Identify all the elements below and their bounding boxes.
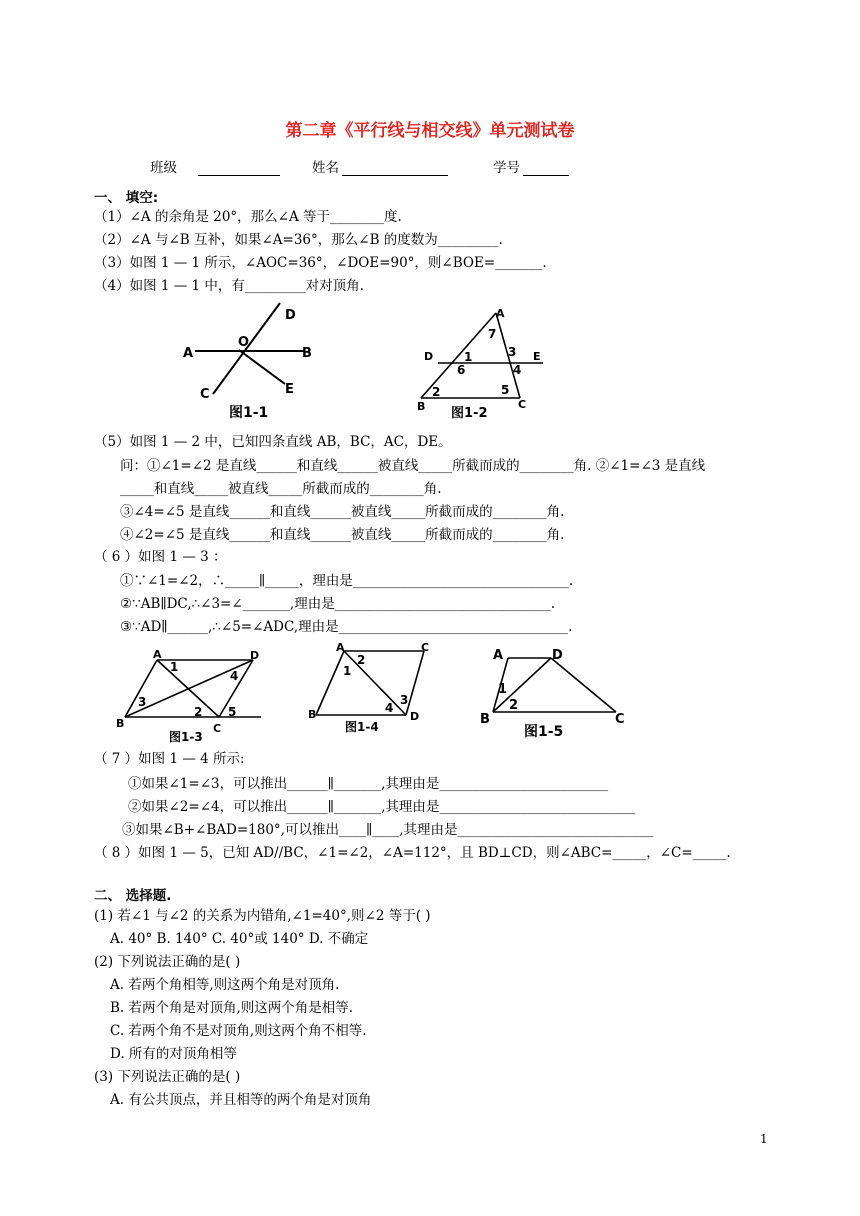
angle-label: 4 [385, 701, 394, 715]
question-line: （ 6 ）如图 1 — 3 ： [94, 549, 227, 565]
class-label: 班级 [150, 160, 177, 176]
angle-label: 3 [400, 693, 409, 707]
option-line: C. 若两个角不是对顶角,则这两个角不相等. [110, 1023, 367, 1039]
line-ac [157, 660, 219, 717]
number-label: 学号 [493, 160, 520, 176]
label-a: A [153, 648, 162, 661]
figure-caption: 图1-1 [229, 405, 269, 421]
option-line: A. 若两个角相等,则这两个角是对顶角. [110, 977, 340, 993]
label-d: D [285, 308, 296, 323]
question-line: ①∵∠1=∠2，∴_____∥_____，理由是________________________________. [120, 573, 574, 589]
angle-label: 1 [343, 664, 352, 678]
line-ab [316, 651, 344, 715]
label-e: E [285, 382, 294, 397]
figure-caption: 图1-4 [345, 720, 379, 734]
line-cd [406, 651, 424, 715]
angle-label: 2 [357, 653, 366, 667]
name-label: 姓名 [312, 160, 339, 176]
class-blank [198, 175, 280, 176]
angle-label: 2 [432, 385, 441, 399]
label-d: D [552, 648, 563, 663]
label-c: C [518, 398, 527, 411]
angle-label: 1 [170, 660, 179, 674]
angle-label: 4 [513, 363, 522, 377]
angle-label: 5 [501, 383, 510, 397]
figure-1-1 [175, 300, 325, 425]
label-b: B [302, 346, 312, 361]
label-a: A [493, 648, 504, 663]
question-line: （ 8 ）如图 1 — 5，已知 AD//BC，∠1=∠2，∠A=112°，且 BD⊥CD，则∠ABC=_____，∠C=_____. [94, 845, 731, 861]
question-line: ③如果∠B+∠BAD=180°,可以推出____∥____,其理由是_____________________________ [122, 822, 654, 838]
question-line: ③∠4=∠5 是直线______和直线______被直线_____所截而成的________角. [120, 504, 565, 520]
angle-label: 3 [138, 695, 147, 709]
figure-caption: 图1-2 [451, 406, 488, 421]
label-c: C [213, 722, 222, 735]
label-c: C [421, 641, 430, 654]
question-line: ③∵AD∥______,∴∠5=∠ADC,理由是__________________________________. [120, 619, 573, 635]
label-d: D [250, 649, 260, 662]
option-line: A. 有公共顶点，并且相等的两个角是对顶角 [110, 1092, 372, 1108]
angle-label: 1 [464, 350, 473, 364]
label-b: B [417, 400, 426, 413]
angle-label: 7 [488, 327, 497, 341]
label-b: B [480, 712, 490, 727]
question-line: （2）∠A 与∠B 互补，如果∠A=36°，那么∠B 的度数为_________. [94, 232, 503, 248]
line-dc [551, 658, 616, 712]
question-line: ②如果∠2=∠4，可以推出______∥_______,其理由是_____________________________ [128, 799, 636, 815]
angle-label: 1 [498, 682, 508, 697]
label-e: E [533, 350, 541, 363]
question-line: ④∠2=∠5 是直线______和直线______被直线_____所截而成的________角. [120, 527, 565, 543]
line-ad [344, 651, 409, 715]
option-line: B. 若两个角是对顶角,则这两个角是相等. [110, 1000, 354, 1016]
figure-caption: 图1-5 [524, 724, 564, 740]
label-b: B [116, 717, 125, 730]
question-line: （5）如图 1 — 2 中，已知四条直线 AB，BC，AC，DE。 [94, 434, 452, 450]
question-line: (3) 下列说法正确的是( ) [94, 1069, 241, 1085]
question-line: （4）如图 1 — 1 中，有_________对对顶角. [94, 278, 364, 294]
section2-heading: 二、 选择题. [94, 888, 172, 904]
question-line: （1）∠A 的余角是 20°，那么∠A 等于________度. [94, 209, 402, 225]
page-title: 第二章《平行线与相交线》单元测试卷 [285, 121, 575, 141]
question-line: （ 7 ）如图 1 — 4 所示: [94, 751, 245, 767]
figure-1-4 [306, 637, 436, 741]
question-line: (1) 若∠1 与∠2 的关系为内错角,∠1=40°,则∠2 等于( ) [94, 908, 431, 924]
question-line: (2) 下列说法正确的是( ) [94, 954, 241, 970]
number-blank [523, 175, 569, 176]
question-line: _____和直线_____被直线_____所截而成的________角. [120, 481, 442, 497]
section1-heading: 一、 填空: [94, 190, 159, 206]
label-a: A [496, 307, 505, 320]
label-a: A [183, 346, 194, 361]
page-number: 1 [760, 1132, 768, 1146]
figure-1-5 [476, 641, 632, 741]
angle-label: 6 [457, 363, 466, 377]
angle-label: 5 [228, 705, 237, 719]
label-c: C [200, 387, 210, 402]
name-blank [342, 175, 448, 176]
label-a: A [336, 641, 345, 654]
line-oe [239, 350, 285, 384]
label-d: D [424, 350, 434, 363]
angle-label: 2 [509, 698, 519, 713]
question-line: ①如果∠1=∠3，可以推出______∥_______,其理由是_________________________ [128, 776, 609, 792]
figure-caption: 图1-3 [169, 730, 203, 744]
angle-label: 2 [194, 705, 203, 719]
question-line: ②∵AB∥DC,∴∠3=∠_______,理由是________________________________. [120, 596, 556, 612]
label-b: B [308, 708, 317, 721]
question-line: 问：①∠1=∠2 是直线______和直线______被直线_____所截而成的________角. ②∠1=∠3 是直线 [120, 458, 706, 474]
label-d: D [410, 710, 420, 723]
option-line: A. 40° B. 140° C. 40°或 140° D. 不确定 [110, 931, 369, 947]
label-o: O [238, 335, 250, 350]
angle-label: 3 [508, 345, 517, 359]
label-c: C [615, 712, 625, 727]
question-line: （3）如图 1 — 1 所示，∠AOC=36°，∠DOE=90°，则∠BOE=_______. [94, 255, 547, 271]
angle-label: 4 [230, 669, 239, 683]
option-line: D. 所有的对顶角相等 [110, 1046, 237, 1062]
figure-1-3 [113, 643, 265, 743]
figure-1-2 [418, 300, 558, 425]
